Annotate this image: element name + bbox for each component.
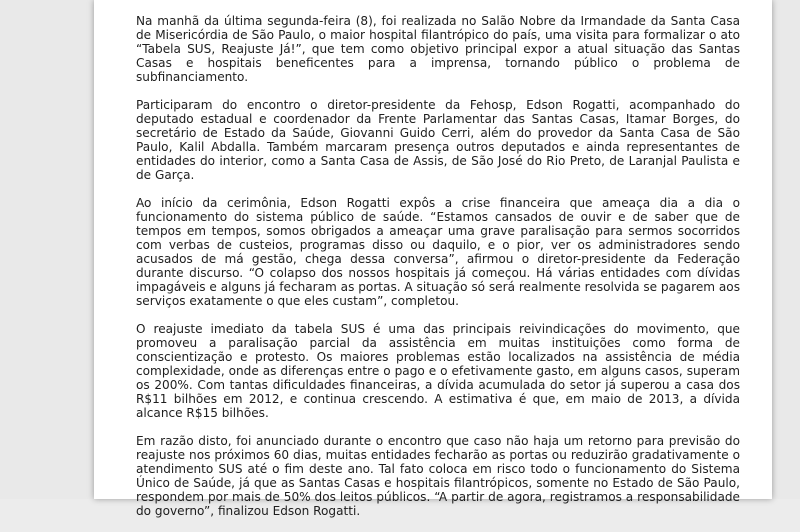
article-paragraph-1: Na manhã da última segunda-feira (8), foi realizada no Salão Nobre da Irmandade da Santa Casa de Misericórdia de São Paulo, o maior hospital filantrópico do país, uma visita para formalizar o ato “Tabela SUS, Reajuste Já!”, que tem como objetivo principal expor a atual situação das Santas Casas e hospitais beneficentes para a imprensa, tornando público o problema de subfinanciamento. xyxy=(136,14,740,84)
article-paragraph-2: Participaram do encontro o diretor-presidente da Fehosp, Edson Rogatti, acompanhado do deputado estadual e coordenador da Frente Parlamentar das Santas Casas, Itamar Borges, do secretário de Estado da Saúde, Giovanni Guido Cerri, além do provedor da Santa Casa de São Paulo, Kalil Abdalla. Também marcaram presença outros deputados e ainda representantes de entidades do interior, como a Santa Casa de Assis, de São José do Rio Preto, de Laranjal Paulista e de Garça. xyxy=(136,98,740,182)
article-body xyxy=(136,14,740,532)
article-paragraph-5: Em razão disto, foi anunciado durante o encontro que caso não haja um retorno para previsão do reajuste nos próximos 60 dias, muitas entidades fecharão as portas ou reduzirão gradativamente o atendimento SUS até o fim deste ano. Tal fato coloca em risco todo o funcionamento do Sistema Único de Saúde, já que as Santas Casas e hospitais filantrópicos, somente no Estado de São Paulo, respondem por mais de 50% dos leitos públicos. “A partir de agora, registramos a responsabilidade do governo”, finalizou Edson Rogatti. xyxy=(136,434,740,518)
article-paragraph-4: O reajuste imediato da tabela SUS é uma das principais reivindicações do movimento, que promoveu a paralisação parcial da assistência em muitas instituições como forma de conscientização e protesto. Os maiores problemas estão localizados na assistência de média complexidade, onde as diferenças entre o pago e o efetivamente gasto, em alguns casos, superam os 200%. Com tantas dificuldades financeiras, a dívida acumulada do setor já superou a casa dos R$11 bilhões em 2012, e continua crescendo. A estimativa é que, em maio de 2013, a dívida alcance R$15 bilhões. xyxy=(136,322,740,420)
article-paragraph-3: Ao início da cerimônia, Edson Rogatti expôs a crise financeira que ameaça dia a dia o funcionamento do sistema público de saúde. “Estamos cansados de ouvir e de saber que de tempos em tempos, somos obrigados a ameaçar uma grave paralisação para sermos socorridos com verbas de custeios, programas disso ou daquilo, e o pior, ver os administradores sendo acusados de má gestão, chega dessa conversa”, afirmou o diretor-presidente da Federação durante discurso. “O colapso dos nossos hospitais já começou. Há várias entidades com dívidas impagáveis e alguns já fecharam as portas. A situação só será realmente resolvida se pagarem aos serviços exatamente o que eles custam”, completou. xyxy=(136,196,740,308)
